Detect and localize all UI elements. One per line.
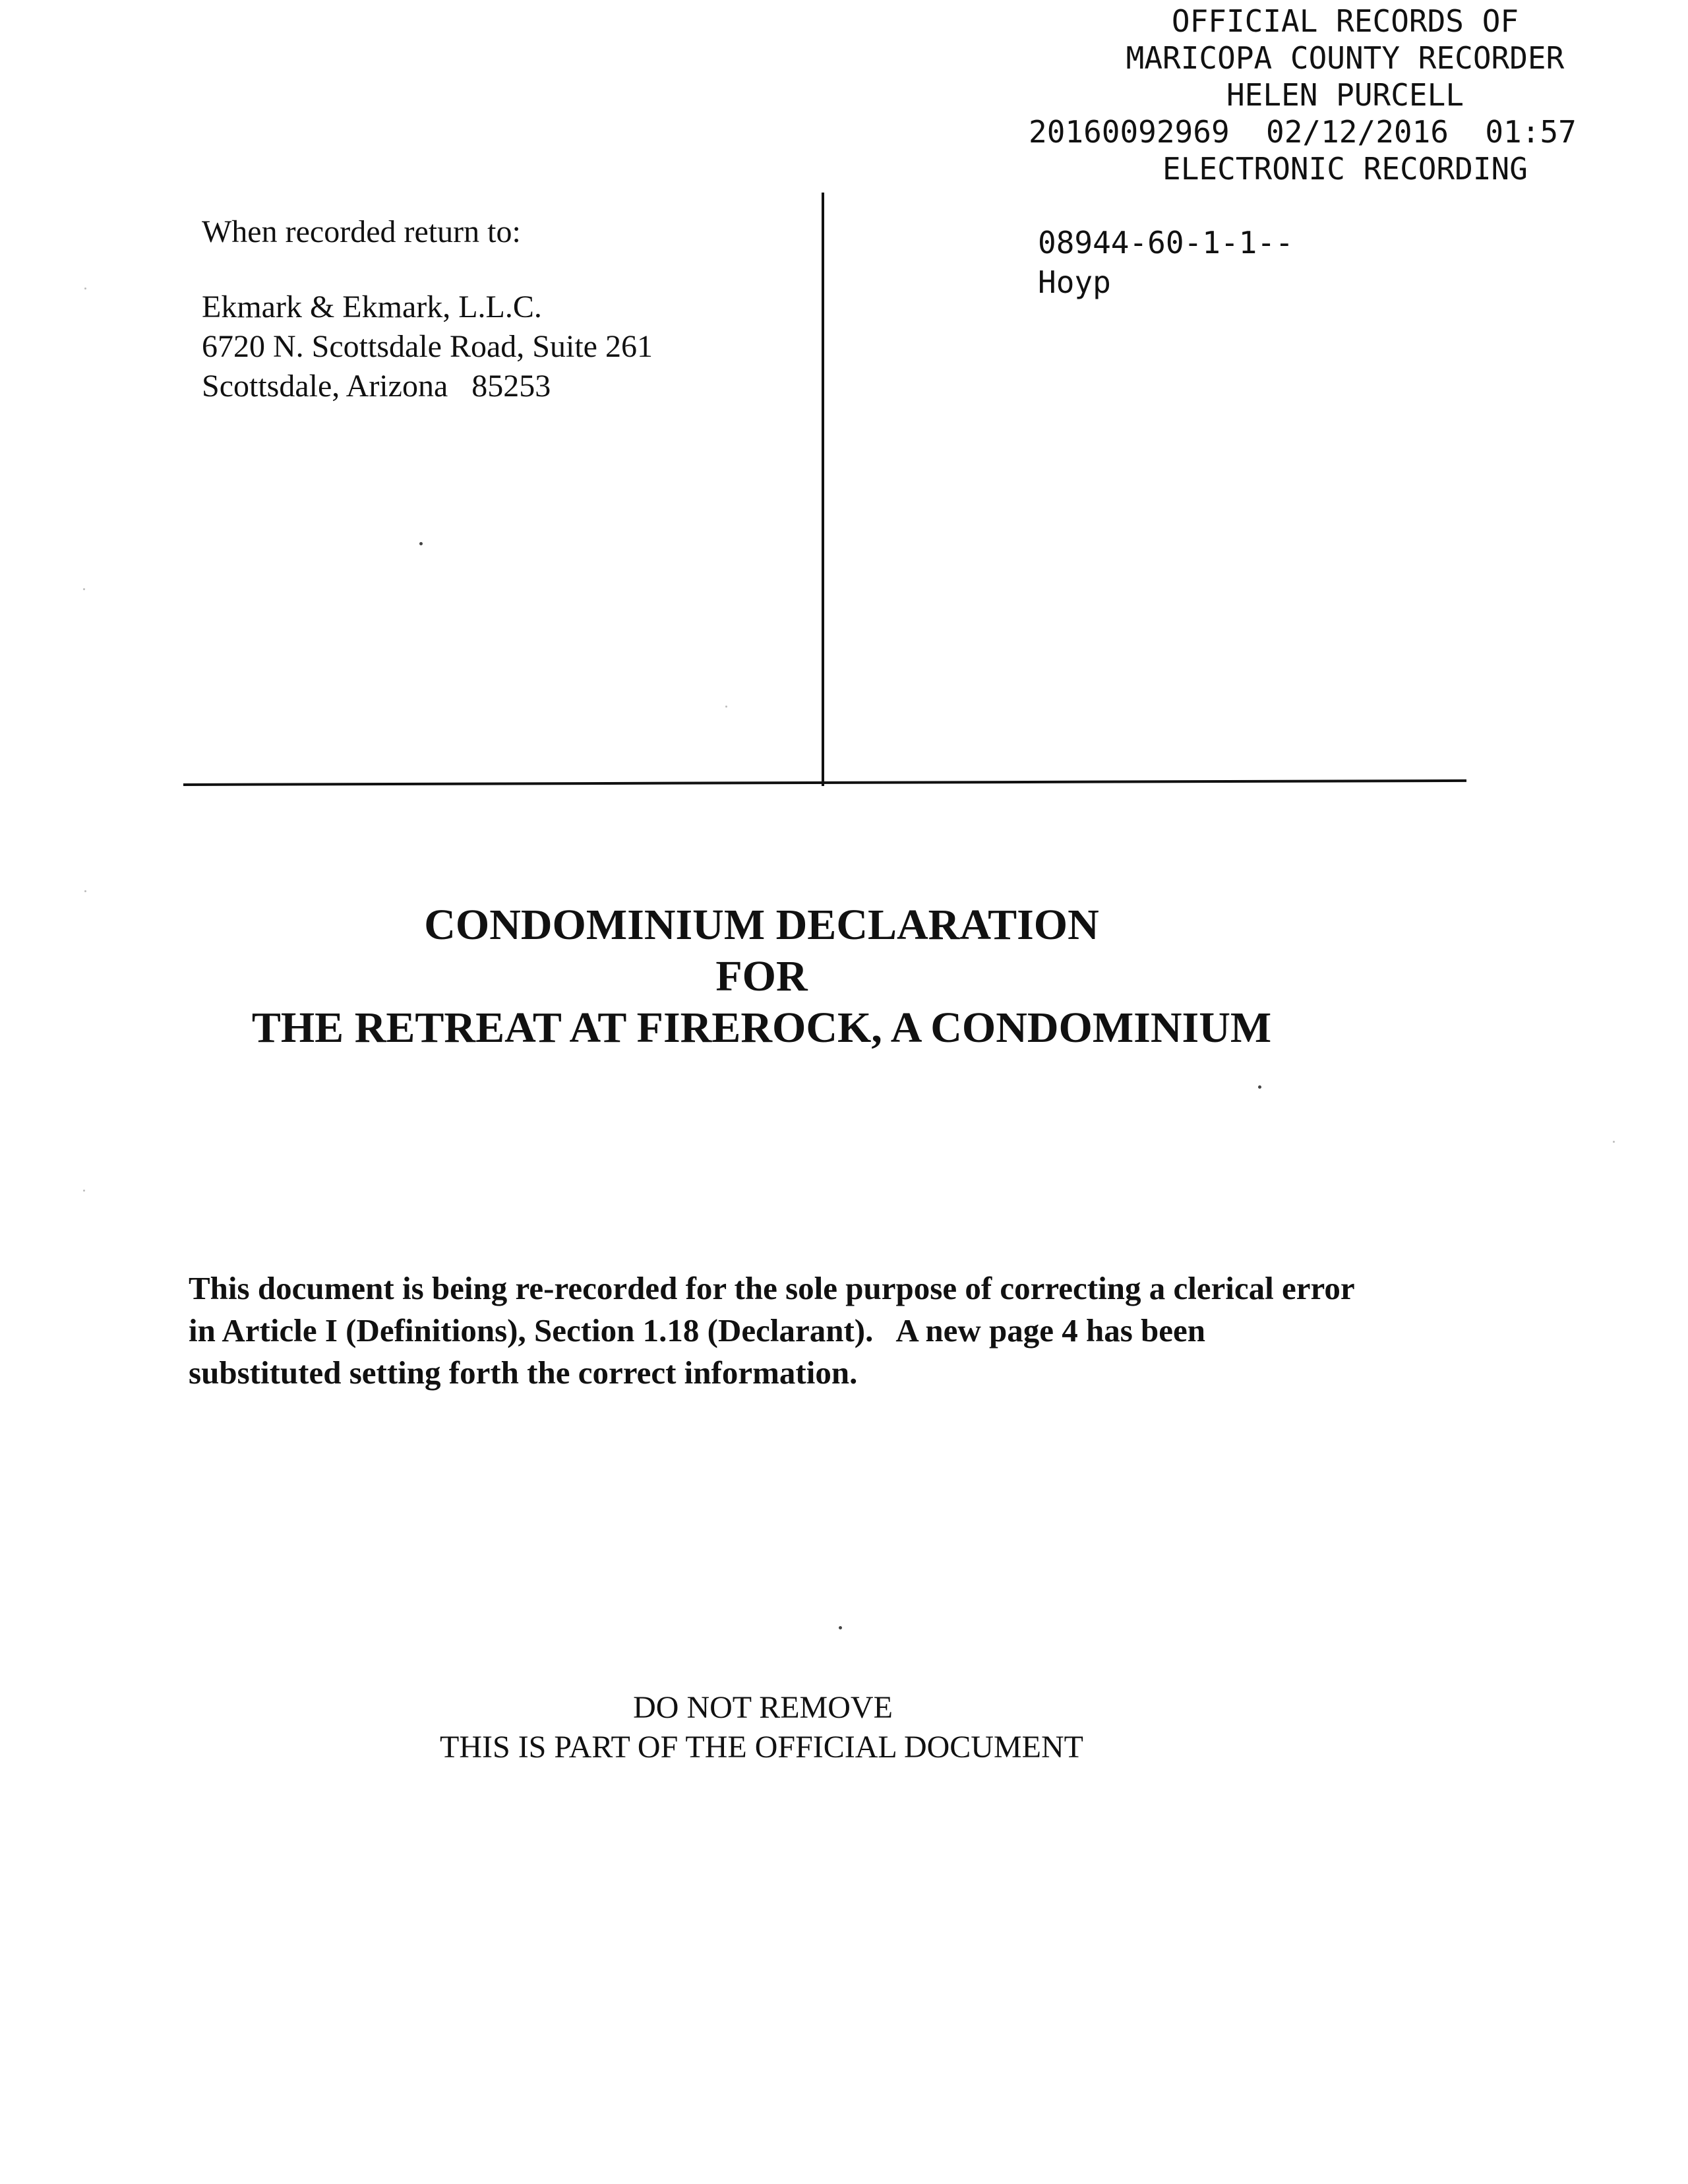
footer-line-1: DO NOT REMOVE (633, 1690, 893, 1725)
scan-speck (84, 890, 86, 892)
recorder-stamp (1029, 3, 1662, 187)
scan-speck (84, 288, 86, 289)
title-line-3: THE RETREAT AT FIREROCK, A CONDOMINIUM (251, 1004, 1272, 1052)
box-horizontal-divider (183, 779, 1466, 786)
scan-speck (419, 542, 423, 545)
return-to-heading: When recorded return to: (202, 214, 521, 249)
scan-speck (83, 588, 85, 590)
stamp-line-recorder-name: HELEN PURCELL (1226, 77, 1464, 113)
return-to-street: 6720 N. Scottsdale Road, Suite 261 (202, 329, 653, 364)
stamp-line-recording-type: ELECTRONIC RECORDING (1162, 151, 1528, 187)
record-reference-block (1038, 223, 1294, 302)
record-reference-initials: Hoyp (1038, 264, 1111, 300)
document-title (185, 899, 1503, 1054)
box-vertical-divider (822, 193, 824, 786)
return-to-name: Ekmark & Ekmark, L.L.C. (202, 289, 542, 324)
scan-speck (1258, 1085, 1261, 1089)
stamp-line-official-records: OFFICIAL RECORDS OF (1171, 3, 1519, 39)
scan-speck (839, 1626, 842, 1629)
return-to-city-state-zip: Scottsdale, Arizona 85253 (202, 369, 551, 404)
title-line-1: CONDOMINIUM DECLARATION (424, 901, 1099, 949)
record-reference-code: 08944-60-1-1-- (1038, 225, 1294, 260)
re-recording-notice (189, 1267, 1494, 1394)
official-document-footer (185, 1688, 1503, 1767)
scan-speck (83, 1190, 85, 1192)
footer-line-2: THIS IS PART OF THE OFFICIAL DOCUMENT (440, 1730, 1083, 1765)
notice-line-3: substituted setting forth the correct information. (189, 1354, 858, 1391)
notice-line-1: This document is being re-recorded for the sole purpose of correcting a clerical error (189, 1270, 1355, 1306)
return-to-block (202, 212, 653, 406)
scan-speck (725, 706, 727, 708)
notice-line-2: in Article I (Definitions), Section 1.18 (Declarant). A new page 4 has been (189, 1312, 1206, 1349)
scan-speck (1613, 1141, 1615, 1143)
stamp-line-county-recorder: MARICOPA COUNTY RECORDER (1126, 40, 1565, 76)
title-line-2: FOR (715, 952, 808, 1000)
stamp-line-record-number-date: 20160092969 02/12/2016 01:57 (1029, 114, 1577, 150)
